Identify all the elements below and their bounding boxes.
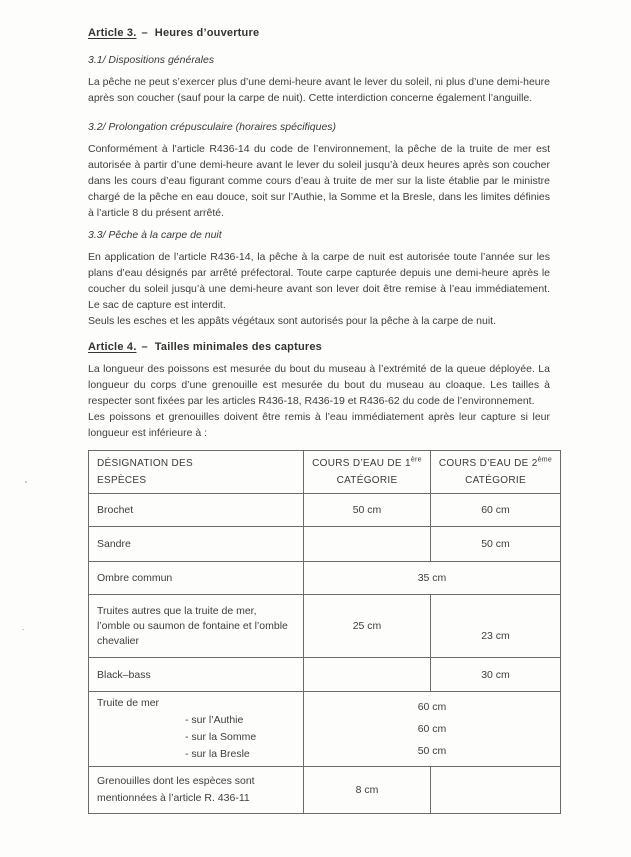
article3-title-text: Heures d’ouverture (154, 27, 260, 39)
scan-speckle (22, 629, 24, 630)
minimum-sizes-table-wrapper (88, 450, 631, 814)
table-header-row (89, 451, 561, 494)
cell-truites-species (89, 595, 304, 658)
cell-grenouilles-species-line2: mentionnées à l’article R. 436-11 (97, 792, 250, 804)
paragraph-carpe-de-nuit: En application de l’article R436-14, la pêche à la carpe de nuit est autorisée toute l’année sur les plans d’eau désignés par arrêté préfectoral. Toute carpe capturée depuis une demi-heure après le coucher du soleil jusqu’à une demi-heure avant son lever doit être remise à l’eau immédiatement. Le sac de capture est interdit. (88, 251, 550, 311)
cell-truite-mer-value3: 50 cm (417, 745, 447, 757)
header-cat1-line1 (304, 455, 430, 472)
article3-title (88, 27, 550, 39)
minimum-sizes-table (88, 450, 561, 814)
cell-truite-mer-value2: 60 cm (417, 723, 447, 735)
cell-blackbass-cat2: 30 cm (431, 658, 561, 692)
cell-truites-cat1: 25 cm (304, 595, 431, 658)
header-designation-cell (89, 451, 304, 494)
header-cat1-line2: CATÉGORIE (336, 475, 398, 486)
row-grenouilles (89, 767, 561, 814)
paragraph-remise-eau: Les poissons et grenouilles doivent être remis à l’eau immédiatement après leur capture si leur longueur est inférieure à : (88, 411, 550, 439)
header-cat2-cell (431, 451, 561, 494)
header-cat2-line1 (431, 455, 560, 472)
row-black-bass (89, 658, 561, 692)
header-cat1-superscript: ère (410, 456, 422, 464)
cell-truites-species-line2: l’omble ou saumon de fontaine et l’omble (97, 619, 288, 632)
header-cat2-prefix: COURS D’EAU DE 2 (438, 458, 538, 469)
cell-truite-mer-sub-authie: - sur l’Authie (185, 714, 244, 726)
cell-truite-mer-sub-bresle: - sur la Bresle (185, 748, 250, 760)
cell-ombre-species: Ombre commun (89, 562, 304, 595)
row-brochet (89, 494, 561, 527)
section-3-2-heading: 3.2/ Prolongation crépusculaire (horaires spécifiques) (88, 121, 337, 133)
header-cat2-line2: CATÉGORIE (465, 475, 526, 486)
cell-blackbass-species: Black–bass (89, 658, 304, 692)
scan-speckle (25, 481, 27, 483)
cell-brochet-species: Brochet (89, 494, 304, 527)
header-cat1-cell (304, 451, 431, 494)
cell-blackbass-cat1 (304, 658, 431, 692)
cell-truite-mer-sub-somme: - sur la Somme (185, 731, 257, 743)
cell-grenouilles-species-line1: Grenouilles dont les espèces sont (97, 775, 255, 787)
cell-sandre-cat1 (304, 527, 431, 562)
cell-truite-mer-value1: 60 cm (417, 701, 447, 713)
cell-grenouilles-cat2 (431, 767, 561, 814)
section-3-3-heading: 3.3/ Pêche à la carpe de nuit (88, 229, 222, 241)
header-cat1-prefix: COURS D’EAU DE 1 (312, 458, 411, 469)
cell-brochet-cat2: 60 cm (431, 494, 561, 527)
row-sandre (89, 527, 561, 562)
cell-truite-mer-species (89, 692, 304, 767)
article4-title (88, 341, 550, 353)
paragraph-prolongation-crepusculaire: Conformément à l’article R436-14 du code de l’environnement, la pêche de la truite de mer est autorisée à partir d’une demi-heure avant le lever du soleil jusqu’à deux heures après son coucher dans les cours d’eau figurant comme cours d’eau à truite de mer sur la liste établie par le ministre chargé de la pêche en eau douce, soit sur l’Authie, la Somme et la Bresle, dans les limites définies à l’article 8 du présent arrêté. (88, 143, 550, 219)
row-ombre-commun (89, 562, 561, 595)
row-truite-de-mer (89, 692, 561, 767)
header-designation-line1: DÉSIGNATION DES (97, 458, 193, 469)
article3-dash: – (141, 27, 148, 39)
cell-sandre-cat2: 50 cm (431, 527, 561, 562)
cell-truites-cat2 (431, 595, 561, 658)
article4-dash: – (141, 341, 148, 353)
cell-brochet-cat1: 50 cm (304, 494, 431, 527)
cell-grenouilles-species (89, 767, 304, 814)
cell-ombre-merged-value: 35 cm (304, 562, 561, 595)
paragraph-longueur-poissons: La longueur des poissons est mesurée du bout du museau à l’extrémité de la queue déployée. La longueur du corps d’une grenouille est mesurée du bout du museau au cloaque. Les tailles à respecter sont fixées par les articles R436-18, R436-19 et R436-62 du code de l’environnement. (88, 363, 550, 407)
cell-truite-mer-merged-values (304, 692, 561, 767)
article4-ref: Article 4. (88, 341, 137, 353)
cell-grenouilles-cat1: 8 cm (304, 767, 431, 814)
cell-truites-species-line3: chevalier (97, 634, 140, 647)
header-cat2-superscript: ème (537, 456, 553, 464)
cell-truites-species-line1: Truites autres que la truite de mer, (97, 604, 257, 617)
row-truites-autres (89, 595, 561, 658)
paragraph-dispositions-generales: La pêche ne peut s’exercer plus d’une demi-heure avant le lever du soleil, ni plus d’une demi-heure après son coucher (sauf pour la carpe de nuit). Cette interdiction concerne également l’anguille. (88, 76, 550, 104)
article3-ref: Article 3. (88, 27, 137, 39)
section-3-1-heading: 3.1/ Dispositions générales (88, 54, 215, 66)
cell-truite-mer-label: Truite de mer (97, 697, 160, 709)
cell-sandre-species: Sandre (89, 527, 304, 562)
article4-title-text: Tailles minimales des captures (154, 341, 322, 353)
cell-truites-cat2-value: 23 cm (481, 630, 510, 642)
header-designation-line2: ESPÈCES (97, 475, 147, 486)
paragraph-esches-appats: Seuls les esches et les appâts végétaux sont autorisés pour la pêche à la carpe de nuit. (88, 315, 497, 327)
